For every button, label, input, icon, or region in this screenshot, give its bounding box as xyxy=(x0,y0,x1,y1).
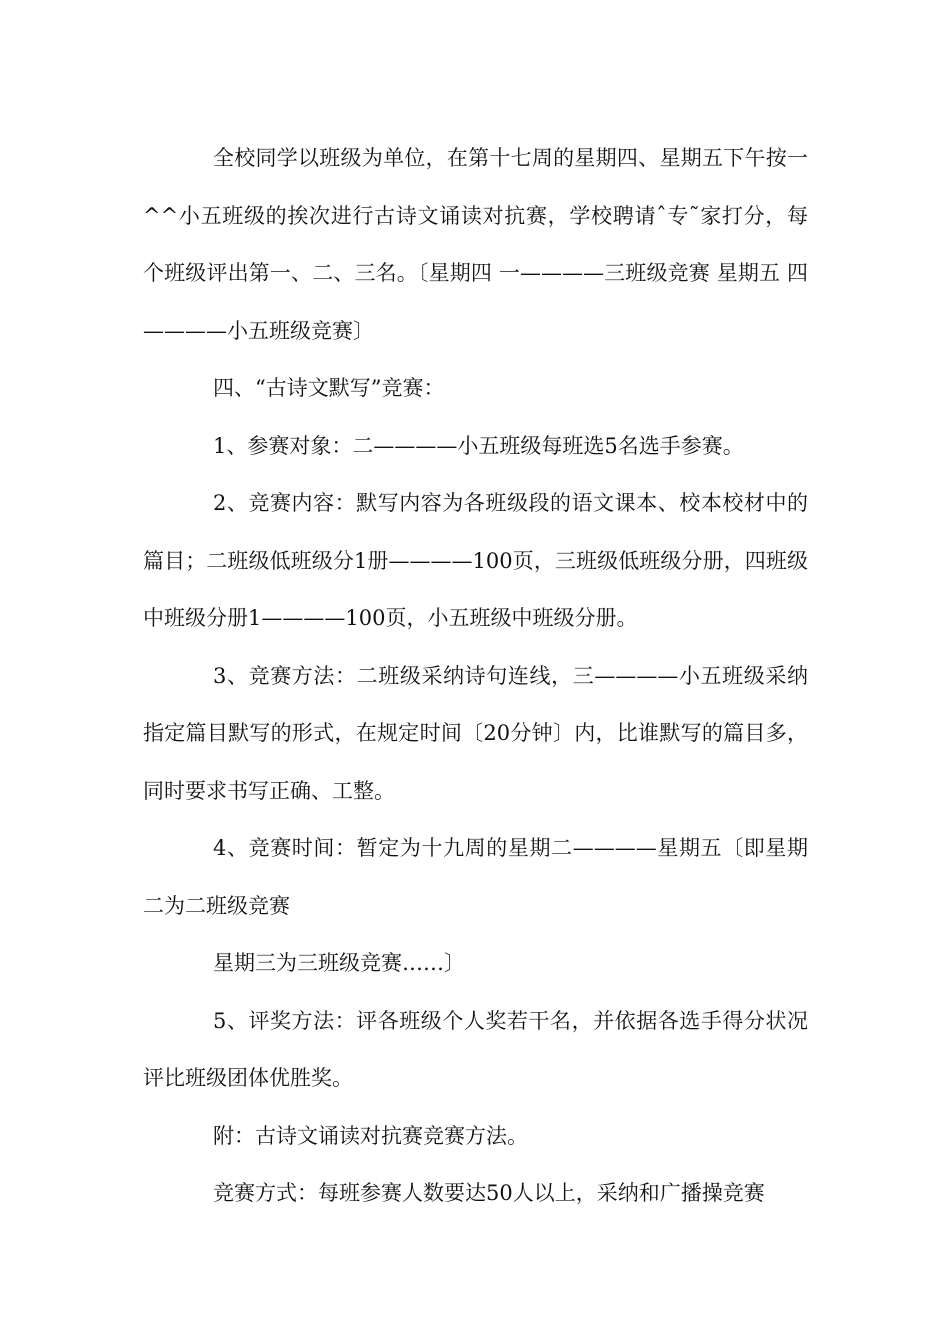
paragraph-method: 3、竞赛方法：二班级采纳诗句连线，三————小五班级采纳指定篇目默写的形式，在规定时间〔20分钟〕内，比谁默写的篇目多，同时要求书写正确、工整。 xyxy=(143,663,808,803)
paragraph-format: 竞赛方式：每班参赛人数要达50人以上，采纳和广播操竞赛 xyxy=(213,1181,765,1205)
section-heading-dictation: 四、“古诗文默写”竞赛： xyxy=(213,376,445,400)
paragraph-content: 2、竞赛内容：默写内容为各班级段的语文课本、校本校材中的篇目；二班级低班级分1册————100页，三班级低班级分册，四班级中班级分册1————100页，小五班级中班级分册。 xyxy=(143,491,808,630)
paragraph-participants: 1、参赛对象：二————小五班级每班选5名选手参赛。 xyxy=(213,433,744,458)
document-body xyxy=(143,130,808,1223)
paragraph-time: 4、竞赛时间：暂定为十九周的星期二————星期五〔即星期二为二班级竞赛 xyxy=(143,836,808,918)
paragraph-awards: 5、评奖方法：评各班级个人奖若干名，并依据各选手得分状况评比班级团体优胜奖。 xyxy=(143,1008,808,1090)
paragraph-competition-schedule: 全校同学以班级为单位，在第十七周的星期四、星期五下午按一^^小五班级的挨次进行古诗文诵读对抗赛，学校聘请ˆ专˜家打分，每个班级评出第一、二、三名。〔星期四 一————三班级竞赛 星期五 四————小五班级竞赛〕 xyxy=(143,146,808,343)
paragraph-appendix: 附：古诗文诵读对抗赛竞赛方法。 xyxy=(213,1123,528,1148)
paragraph-time-continued: 星期三为三班级竞赛……〕 xyxy=(213,951,465,975)
